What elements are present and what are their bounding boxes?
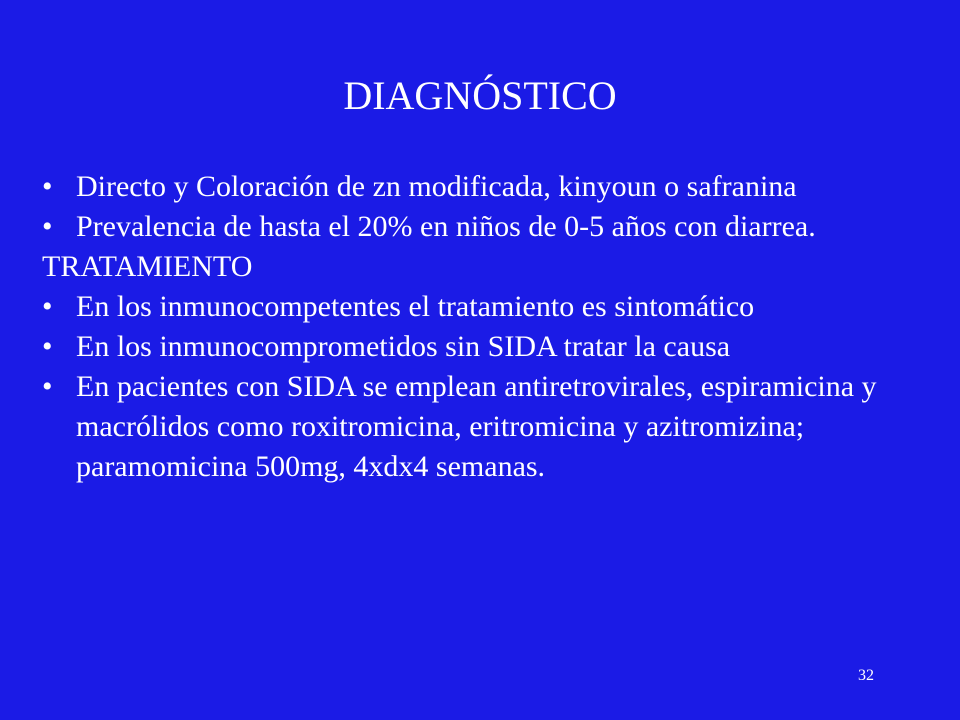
bullet-icon: • <box>42 170 53 203</box>
bullet-item-pacientes-sida <box>42 367 922 487</box>
bullet-text: En los inmunocompetentes el tratamiento es sintomático <box>76 290 755 323</box>
page-number: 32 <box>858 667 874 684</box>
bullet-icon: • <box>42 330 53 363</box>
bullet-icon: • <box>42 290 53 323</box>
bullet-text: Directo y Coloración de zn modificada, kinyoun o safranina <box>76 170 797 203</box>
bullet-item-inmunocomprometidos <box>42 327 922 367</box>
bullet-item-diagnostico-metodo <box>42 167 922 207</box>
bullet-text: En los inmunocomprometidos sin SIDA tratar la causa <box>76 330 731 363</box>
bullet-item-inmunocompetentes <box>42 287 922 327</box>
bullet-item-prevalencia <box>42 207 922 247</box>
bullet-icon: • <box>42 370 53 403</box>
bullet-text: En pacientes con SIDA se emplean antiretrovirales, espiramicina y macrólidos como roxitromicina, eritromicina y azitromizina; paramomicina 500mg, 4xdx4 semanas. <box>76 370 877 483</box>
bullet-icon: • <box>42 210 53 243</box>
bullet-text: Prevalencia de hasta el 20% en niños de 0-5 años con diarrea. <box>76 210 816 243</box>
slide-content <box>42 167 922 487</box>
slide-title: DIAGNÓSTICO <box>343 73 617 118</box>
section-heading-tratamiento: TRATAMIENTO <box>42 250 253 283</box>
